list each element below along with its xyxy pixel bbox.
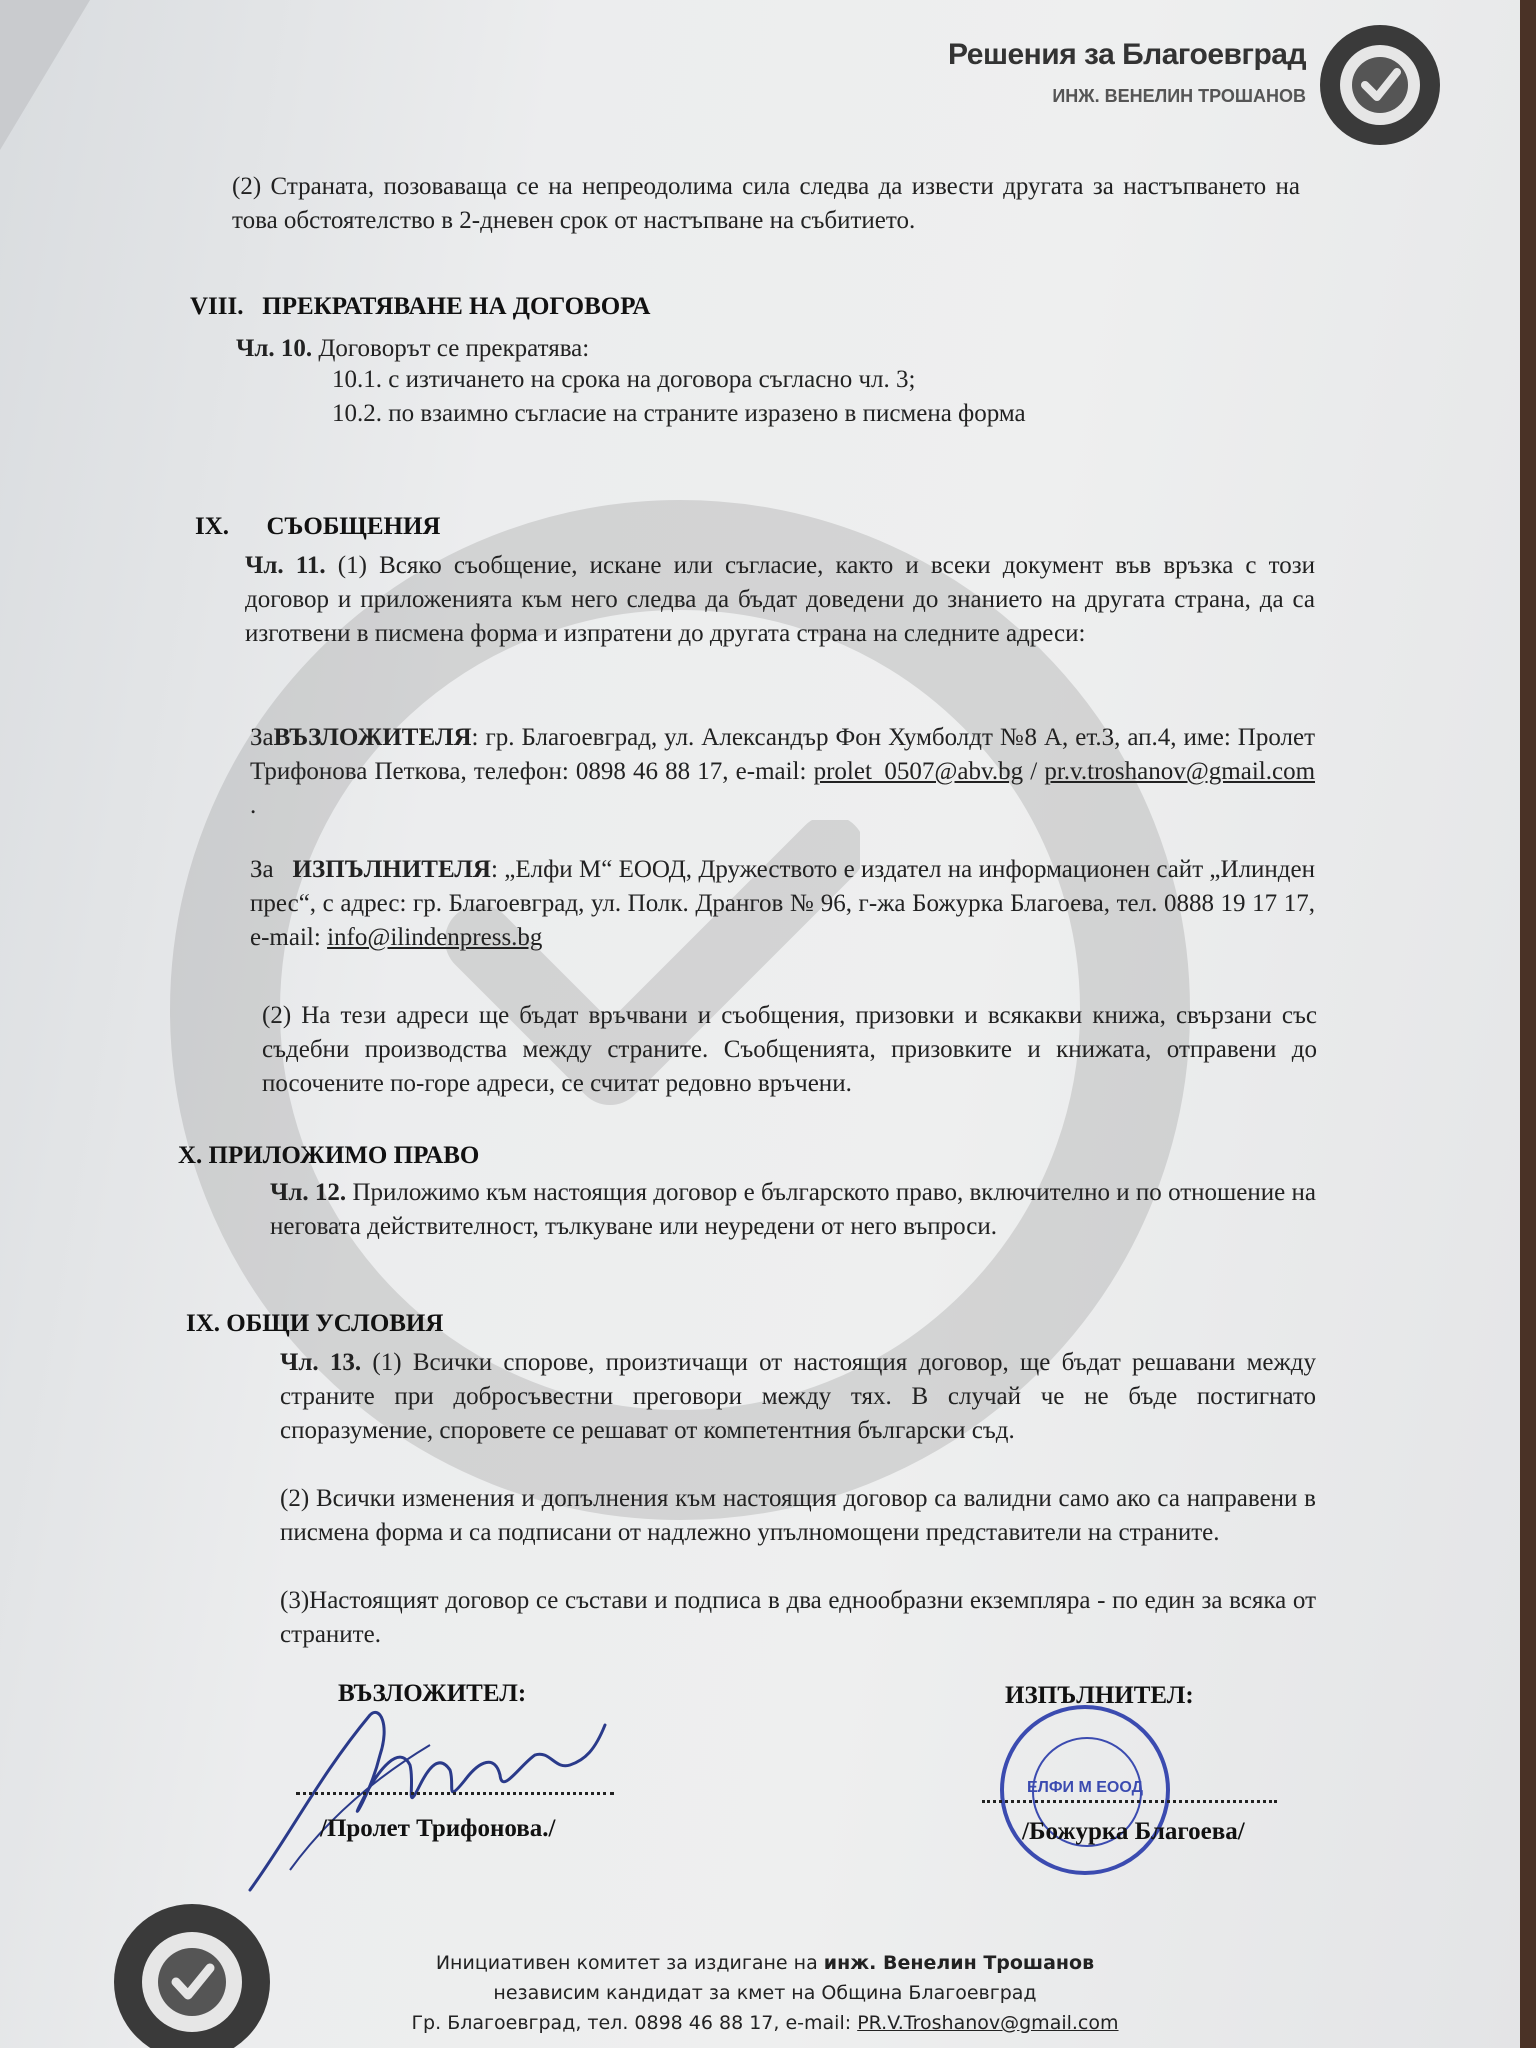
assignor-label: ВЪЗЛОЖИТЕЛЯ [273, 724, 472, 751]
footer-candidate-name: инж. Венелин Трошанов [823, 1952, 1095, 1974]
footer-address: Гр. Благоевград, тел. 0898 46 88 17, e-mail: [411, 2012, 852, 2034]
email-separator: / [1023, 758, 1045, 785]
section-x-heading: X. ПРИЛОЖИМО ПРАВО [178, 1142, 480, 1169]
article-10-item-1: 10.1. с изтичането на срока на договора съгласно чл. 3; [332, 366, 916, 393]
contractor-prefix: За [250, 856, 274, 883]
contractor-text: : „Елфи М“ ЕООД, Дружеството е издател на информационен сайт „Илинден прес“, с адрес: гр. Благоевград, ул. Полк. Дрангов № 96, г-жа Божурка Благоева, тел. 0888 19 17 17, e-mail: [250, 856, 1315, 951]
section-ix-messages-heading [195, 513, 440, 541]
article-12 [270, 1176, 1316, 1244]
article-11-label: Чл. 11. [245, 552, 326, 579]
contractor-signature-line [982, 1800, 1277, 1803]
section-viii-title: ПРЕКРАТЯВАНЕ НА ДОГОВОРА [262, 293, 651, 320]
assignor-end: . [250, 792, 257, 819]
article-10-label: Чл. 10. [236, 335, 313, 362]
footer-line-2: независим кандидат за кмет на Община Благоевград [493, 1982, 1037, 2004]
assignor-text: : гр. Благоевград, ул. Александър Фон Хумболдт №8 А, ет.3, ап.4, име: Пролет Трифонова Петкова, телефон: 0898 46 88 17, e-mail: [250, 724, 1315, 785]
assignor-signature-scribble [230, 1655, 650, 1905]
article-11 [245, 549, 1315, 651]
footer-committee: Инициативен комитет за издигане на [435, 1952, 818, 1974]
assignor-email-1[interactable]: prolet_0507@abv.bg [813, 758, 1024, 785]
assignor-prefix: За [250, 724, 274, 751]
assignor-signature-line [296, 1792, 614, 1795]
article-12-label: Чл. 12. [270, 1179, 347, 1206]
footer-line-1 [300, 1952, 1230, 1974]
article-11-text: (1) Всяко съобщение, искане или съгласие, както и всеки документ във връзка с този договор и приложенията към него следва да бъдат доведени до знанието на другата страна, да са изготвени в писмена форма и изпратени до другата страна на следните адреси: [245, 552, 1316, 647]
contractor-signature-name: /Божурка Благоева/ [1022, 1818, 1245, 1845]
article-13-paragraph-1 [280, 1346, 1316, 1448]
brand-title: Решения за Благоевград [948, 38, 1306, 71]
article-13-paragraph-2: (2) Всички изменения и допълнения към настоящия договор са валидни само ако са направени в писмена форма и са подписани от надлежно упълномощени представители на страните. [280, 1485, 1316, 1546]
footer-logo-icon [110, 1900, 275, 2048]
article-13-p1: (1) Всички спорове, произтичащи от настоящия договор, ще бъдат решавани между страните при добросъвестни преговори между тях. В случай че не бъде постигнато споразумение, споровете се решават от компетентния български съд. [280, 1349, 1316, 1444]
assignor-signature-name: /Пролет Трифонова./ [320, 1815, 556, 1842]
section-viii-number: VIII. [190, 293, 244, 320]
article-10 [236, 332, 1304, 366]
footer-email[interactable]: PR.V.Troshanov@gmail.com [857, 2012, 1119, 2034]
assignor-email-2[interactable]: pr.v.troshanov@gmail.com [1044, 758, 1316, 785]
section-viii-heading [190, 293, 650, 321]
folded-corner [0, 0, 90, 150]
article-10-item-2: 10.2. по взаимно съгласие на страните изразено в писмена форма [332, 400, 1026, 427]
footer-line-3 [300, 2012, 1230, 2034]
section-ix-general-heading: IX. ОБЩИ УСЛОВИЯ [186, 1310, 444, 1337]
header-brand [948, 38, 1306, 107]
assignor-address [250, 721, 1315, 823]
article-13-paragraph-3: (3)Настоящият договор се състави и подписа в два еднообразни екземпляра - по един за всяка от страните. [280, 1587, 1316, 1648]
contractor-email[interactable]: info@ilindenpress.bg [327, 924, 543, 951]
assignor-signature-label: ВЪЗЛОЖИТЕЛ: [338, 1680, 527, 1707]
article-11-paragraph-2: (2) На тези адреси ще бъдат връчвани и съобщения, призовки и всякакви книжа, свързани със съдебни производства между страните. Съобщенията, призовките и книжата, отправени до посочените по-горе адреси, се считат редовно връчени. [262, 1002, 1317, 1097]
section-ix-number: IX. [195, 513, 230, 540]
company-stamp [1000, 1705, 1170, 1875]
company-stamp-text: ЕЛФИ М ЕООД [1026, 1779, 1144, 1796]
brand-logo-icon [1315, 20, 1445, 150]
section-ix-title: СЪОБЩЕНИЯ [266, 513, 441, 540]
article-10-text: Договорът се прекратява: [318, 335, 590, 362]
article-12-text: Приложимо към настоящия договор е българското право, включително и по отношение на неговата действителност, тълкуване или неуредени от него въпроси. [270, 1179, 1317, 1240]
brand-subtitle: ИНЖ. ВЕНЕЛИН ТРОШАНОВ [1052, 86, 1306, 106]
force-majeure-paragraph: (2) Страната, позоваваща се на непреодолима сила следва да извести другата за настъпването на това обстоятелство в 2-дневен срок от настъпване на събитието. [232, 173, 1300, 234]
contractor-label: ИЗПЪЛНИТЕЛЯ [292, 856, 491, 883]
article-13-label: Чл. 13. [280, 1349, 362, 1376]
table-edge [1520, 0, 1536, 2048]
contractor-signature-label: ИЗПЪЛНИТЕЛ: [1005, 1682, 1194, 1709]
contractor-address [250, 853, 1315, 955]
